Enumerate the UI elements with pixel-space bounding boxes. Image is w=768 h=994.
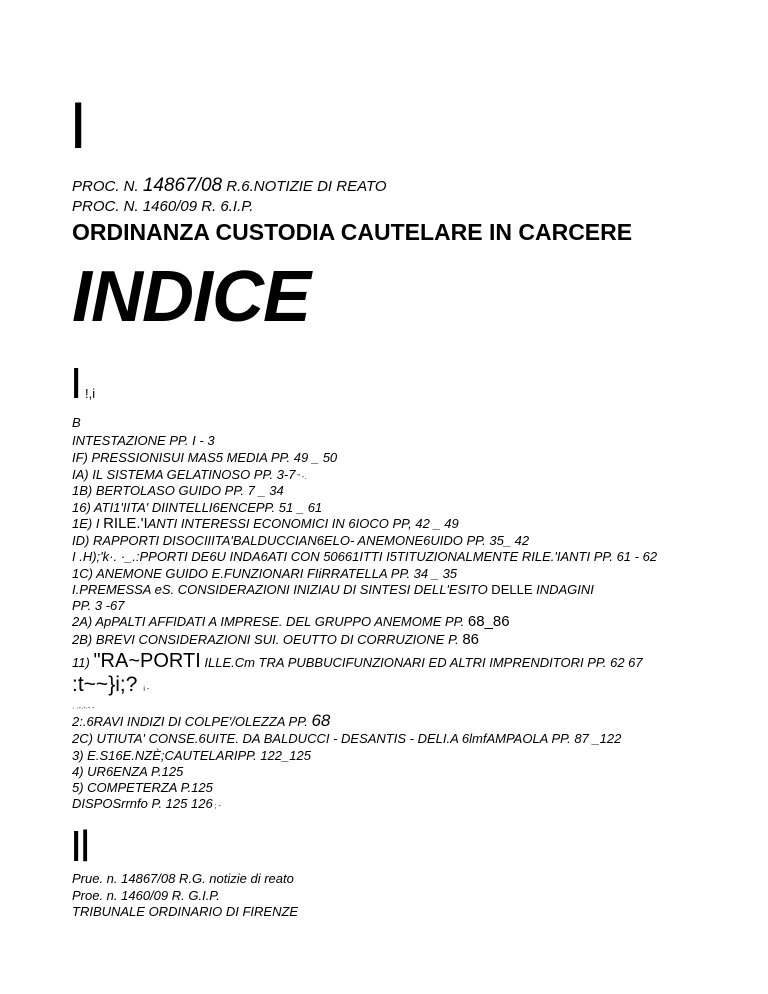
index-entry-text-large: "RA~PORTI xyxy=(93,650,201,672)
footer-court-name: TRIBUNALE ORDINARIO DI FIRENZE xyxy=(72,904,299,919)
index-entry: IF) PRESSIONISUI MAS5 MEDIA PP. 49 _ 50 xyxy=(72,450,338,465)
index-entry: 16) ATI1'IITA' DIINTELLI6ENCEPP. 51 _ 61 xyxy=(72,500,323,515)
footer-proc-line-2: Proe. n. 1460/09 R. G.I.P. xyxy=(72,888,220,903)
index-entry-text-large: 86 xyxy=(462,631,479,648)
page-mark-bar: I xyxy=(69,92,88,154)
index-heading: INDICE xyxy=(72,257,311,337)
proc-1-number: 14867/08 xyxy=(142,175,223,196)
proc-1-suffix: R.6.NOTIZIE DI REATO xyxy=(222,178,387,195)
index-entry-text: ILLE.Cm TRA PUBBUCIFUNZIONARI ED ALTRI IMPRENDITORI PP. 62 67 xyxy=(200,655,643,670)
index-entry-text: DELLE xyxy=(487,582,533,597)
index-entry xyxy=(72,712,330,731)
index-entry: I .H);'k·. ·_.:PPORTI DE6U INDA6ATI CON 50661ITTI I5TITUZIONALMENTE RILE.'IANTI PP. 61 - 62 xyxy=(72,549,658,564)
index-entry: INTESTAZIONE PP. I - 3 xyxy=(72,433,215,448)
index-entry-text: 2B) BREVI CONSIDERAZIONI SUI. OEUTTO DI CORRUZIONE P. xyxy=(72,632,463,647)
scan-noise-large: :t~~}i;? xyxy=(72,673,138,696)
section-mark-double-bar: Il xyxy=(70,825,88,865)
index-entry: 1B) BERTOLASO GUIDO PP. 7 _ 34 xyxy=(72,483,284,498)
index-entry: 3) E.S16E.NZÈ;CAUTELARIPP. 122_125 xyxy=(72,748,311,763)
index-entry-text: 1E) I xyxy=(72,516,104,531)
section-mark-small: !,i xyxy=(85,386,96,401)
index-entry: 5) COMPETERZA P.125 xyxy=(72,780,213,795)
index-entry xyxy=(72,632,479,647)
index-entry: 4) UR6ENZA P.125 xyxy=(72,764,184,779)
index-entry: 2C) UTIUTA' CONSE.6UITE. DA BALDUCCI - DESANTIS - DELI.A 6lmfAMPAOLA PP. 87 _122 xyxy=(72,731,622,746)
index-entry-text: 11) xyxy=(72,655,94,670)
scan-noise: ; - xyxy=(212,803,221,810)
proc-line-2: PROC. N. 1460/09 R. 6.I.P. xyxy=(72,198,254,215)
index-entry xyxy=(72,650,643,674)
scan-noise: · ·-·-·- - xyxy=(72,705,95,712)
index-entry: ID) RAPPORTI DISOCIIITA'BALDUCCIAN6ELO- ANEMONE6UIDO PP. 35_ 42 xyxy=(72,533,530,548)
index-entry-text: I.PREMESSA eS. CONSIDERAZIONI INIZIAU DI SINTESI DELL'ESITO xyxy=(72,582,488,597)
index-entry-text: 2A) ApPALTI AFFIDATI A IMPRESE. DEL GRUPPO ANEMOME PP. xyxy=(72,614,468,629)
scan-noise: " -. xyxy=(295,474,307,481)
index-entry-text: ANTI INTERESSI ECONOMICI IN 6IOCO PP, 42 _ 49 xyxy=(147,516,459,531)
index-entry: PP. 3 -67 xyxy=(72,598,125,613)
index-entry-text: INDAGINI xyxy=(532,582,594,597)
section-mark-bar: I xyxy=(70,362,83,402)
index-entry-text-large: 68 xyxy=(311,711,331,730)
index-entry: 1C) ANEMONE GUIDO E.FUNZIONARI FIiRRATELLA PP. 34 _ 35 xyxy=(72,566,458,581)
document-title: ORDINANZA CUSTODIA CAUTELARE IN CARCERE xyxy=(72,219,633,245)
scan-noise: i - xyxy=(143,686,150,693)
index-entry-text-large: 68_86 xyxy=(467,613,510,630)
index-entry-text-large: RILE.'I xyxy=(103,515,148,532)
proc-1-prefix: PROC. N. xyxy=(72,178,143,195)
index-entry xyxy=(72,614,510,629)
proc-line-1 xyxy=(72,177,387,196)
index-entry-text: IA) IL SISTEMA GELATINOSO PP. 3-7 xyxy=(72,467,296,482)
index-entry xyxy=(72,516,459,531)
index-entry xyxy=(72,582,594,597)
index-entry xyxy=(72,796,221,814)
index-entry-text: 2:.6RAVI INDIZI DI COLPE'/OLEZZA PP. xyxy=(72,714,312,729)
index-entry xyxy=(72,673,149,702)
index-entry-text: DISPOSrrnfo P. 125 126 xyxy=(72,796,213,811)
index-letter: B xyxy=(72,415,81,430)
footer-proc-line-1: Prue. n. 14867/08 R.G. notizie di reato xyxy=(72,871,294,886)
